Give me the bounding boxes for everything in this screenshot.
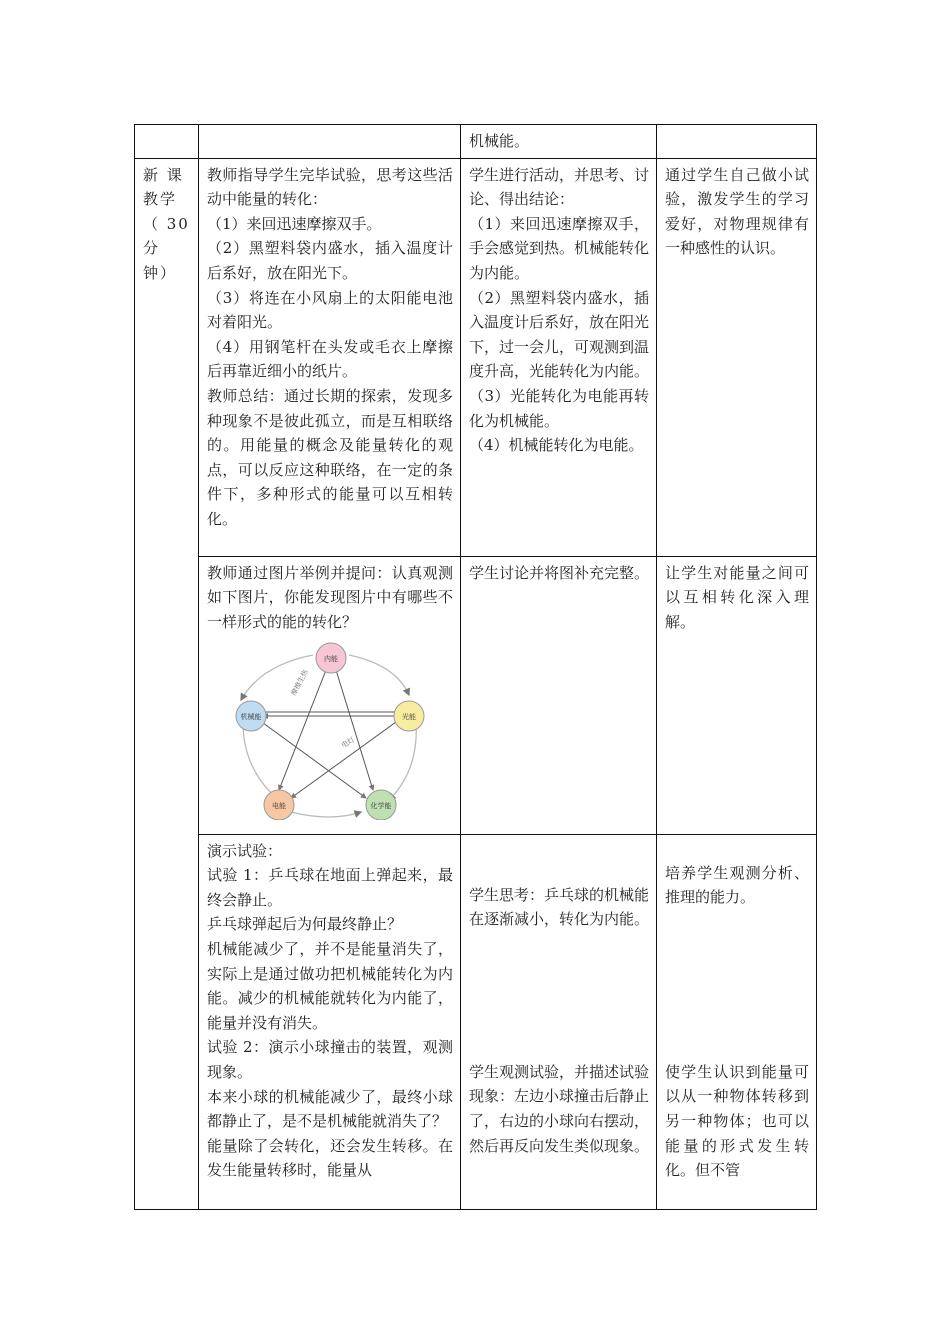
- paragraph: 试验 2：演示小球撞击的装置，观测现象。: [207, 1038, 453, 1081]
- paragraph: （4）用钢笔杆在头发或毛衣上摩擦后再靠近细小的纸片。: [207, 337, 453, 381]
- paragraph: 学生观测试验，并描述试验现象：左边小球撞击后静止了，右边的小球向右摆动，然后再反向发生类似现象。: [469, 1062, 650, 1155]
- paragraph: （2）黑塑料袋内盛水，插入温度计后系好，放在阳光下，过一会儿，可观测到温度升高，光能转化为内能。: [469, 288, 650, 381]
- teacher-activity-cell: [199, 158, 461, 556]
- paragraph: 试验 1：乒乓球在地面上弹起来，最终会静止。: [207, 866, 453, 909]
- node-light-energy: [394, 701, 424, 731]
- stage-label: 教学: [143, 190, 178, 209]
- paragraph: 学生思考：乒乓球的机械能在逐渐减小，转化为内能。: [469, 885, 650, 929]
- stage-cell: [135, 158, 199, 1209]
- node-label: 内能: [324, 655, 338, 664]
- table-row: [135, 158, 817, 556]
- edge-label-lamp: 电灯: [340, 736, 357, 751]
- paragraph: 培养学生观测分析、推理的能力。: [665, 863, 809, 907]
- paragraph: 演示试验：: [207, 841, 283, 860]
- purpose-cell: [657, 834, 817, 1209]
- paragraph: （4）机械能转化为电能。: [469, 436, 644, 455]
- purpose-cell: [657, 556, 817, 834]
- node-chemical-energy: [366, 790, 396, 820]
- node-electric-energy: [264, 790, 294, 820]
- paragraph: 学生讨论并将图补充完整。: [469, 563, 650, 582]
- node-label: 电能: [272, 802, 286, 811]
- stage-label: 分: [143, 239, 161, 258]
- student-cell: [461, 125, 657, 159]
- table-row: [135, 834, 817, 1209]
- node-internal-energy: [316, 643, 346, 673]
- paragraph: 教师通过图片举例并提问：认真观测如下图片，你能发现图片中有哪些不一样形式的能的转化？: [207, 563, 453, 631]
- student-activity-cell: [461, 556, 657, 834]
- stage-label: 新 课: [143, 165, 184, 184]
- stage-label: 钟）: [143, 263, 178, 282]
- paragraph: 能量除了会转化，还会发生转移。在发生能量转移时，能量从: [207, 1136, 453, 1180]
- student-activity-cell: [461, 158, 657, 556]
- energy-conversion-diagram: [231, 640, 431, 820]
- paragraph: 通过学生自己做小试验，激发学生的学习爱好，对物理规律有一种感性的认识。: [665, 165, 809, 258]
- paragraph: 学生进行活动，并思考、讨论、得出结论：: [469, 165, 650, 209]
- teacher-activity-cell: [199, 834, 461, 1209]
- paragraph: （3）将连在小风扇上的太阳能电池对着阳光。: [207, 288, 453, 332]
- stage-label: （ 30: [143, 214, 190, 233]
- student-activity-cell: [461, 834, 657, 1209]
- paragraph: 机械能减少了，并不是能量消失了，实际上是通过做功把机械能转化为内能。减少的机械能就转化为内能了，能量并没有消失。: [207, 939, 453, 1032]
- star-arrows: [259, 670, 403, 798]
- student-text: 机械能。: [469, 132, 530, 150]
- teacher-cell-empty: [199, 125, 461, 159]
- node-label: 光能: [402, 713, 416, 722]
- node-label: 化学能: [370, 802, 392, 811]
- stage-cell-empty: [135, 125, 199, 159]
- paragraph: （1）来回迅速摩擦双手，手会感觉到热。机械能转化为内能。: [469, 214, 650, 282]
- paragraph: 让学生对能量之间可以互相转化深入理解。: [665, 563, 809, 631]
- node-label: 机械能: [240, 713, 262, 722]
- node-mechanical-energy: [236, 701, 266, 731]
- lesson-plan-table: [134, 124, 817, 1210]
- paragraph: 教师指导学生完毕试验，思考这些活动中能量的转化：: [207, 165, 453, 209]
- paragraph: 本来小球的机械能减少了，最终小球都静止了，是不是机械能就消失了？: [207, 1087, 453, 1131]
- paragraph: 教师总结：通过长期的探索，发现多种现象不是彼此孤立，而是互相联络的。用能量的概念及能量转化的观点，可以反应这种联络，在一定的条件下，多种形式的能量可以互相转化。: [207, 386, 453, 528]
- paragraph: （3）光能转化为电能再转化为机械能。: [469, 386, 649, 430]
- purpose-cell: [657, 158, 817, 556]
- paragraph: 使学生认识到能量可以从一种物体转移到另一种物体；也可以能量的形式发生转化。但不管: [665, 1062, 809, 1180]
- paragraph: （1）来回迅速摩擦双手。: [207, 214, 382, 233]
- paragraph: （2）黑塑料袋内盛水，插入温度计后系好，放在阳光下。: [207, 239, 453, 282]
- purpose-cell-empty: [657, 125, 817, 159]
- paragraph: 乒乓球弹起后为何最终静止？: [207, 915, 403, 934]
- edge-label-heat: 摩擦生热: [289, 668, 310, 698]
- teacher-activity-cell: [199, 556, 461, 834]
- table-row: [135, 556, 817, 834]
- table-row: [135, 125, 817, 159]
